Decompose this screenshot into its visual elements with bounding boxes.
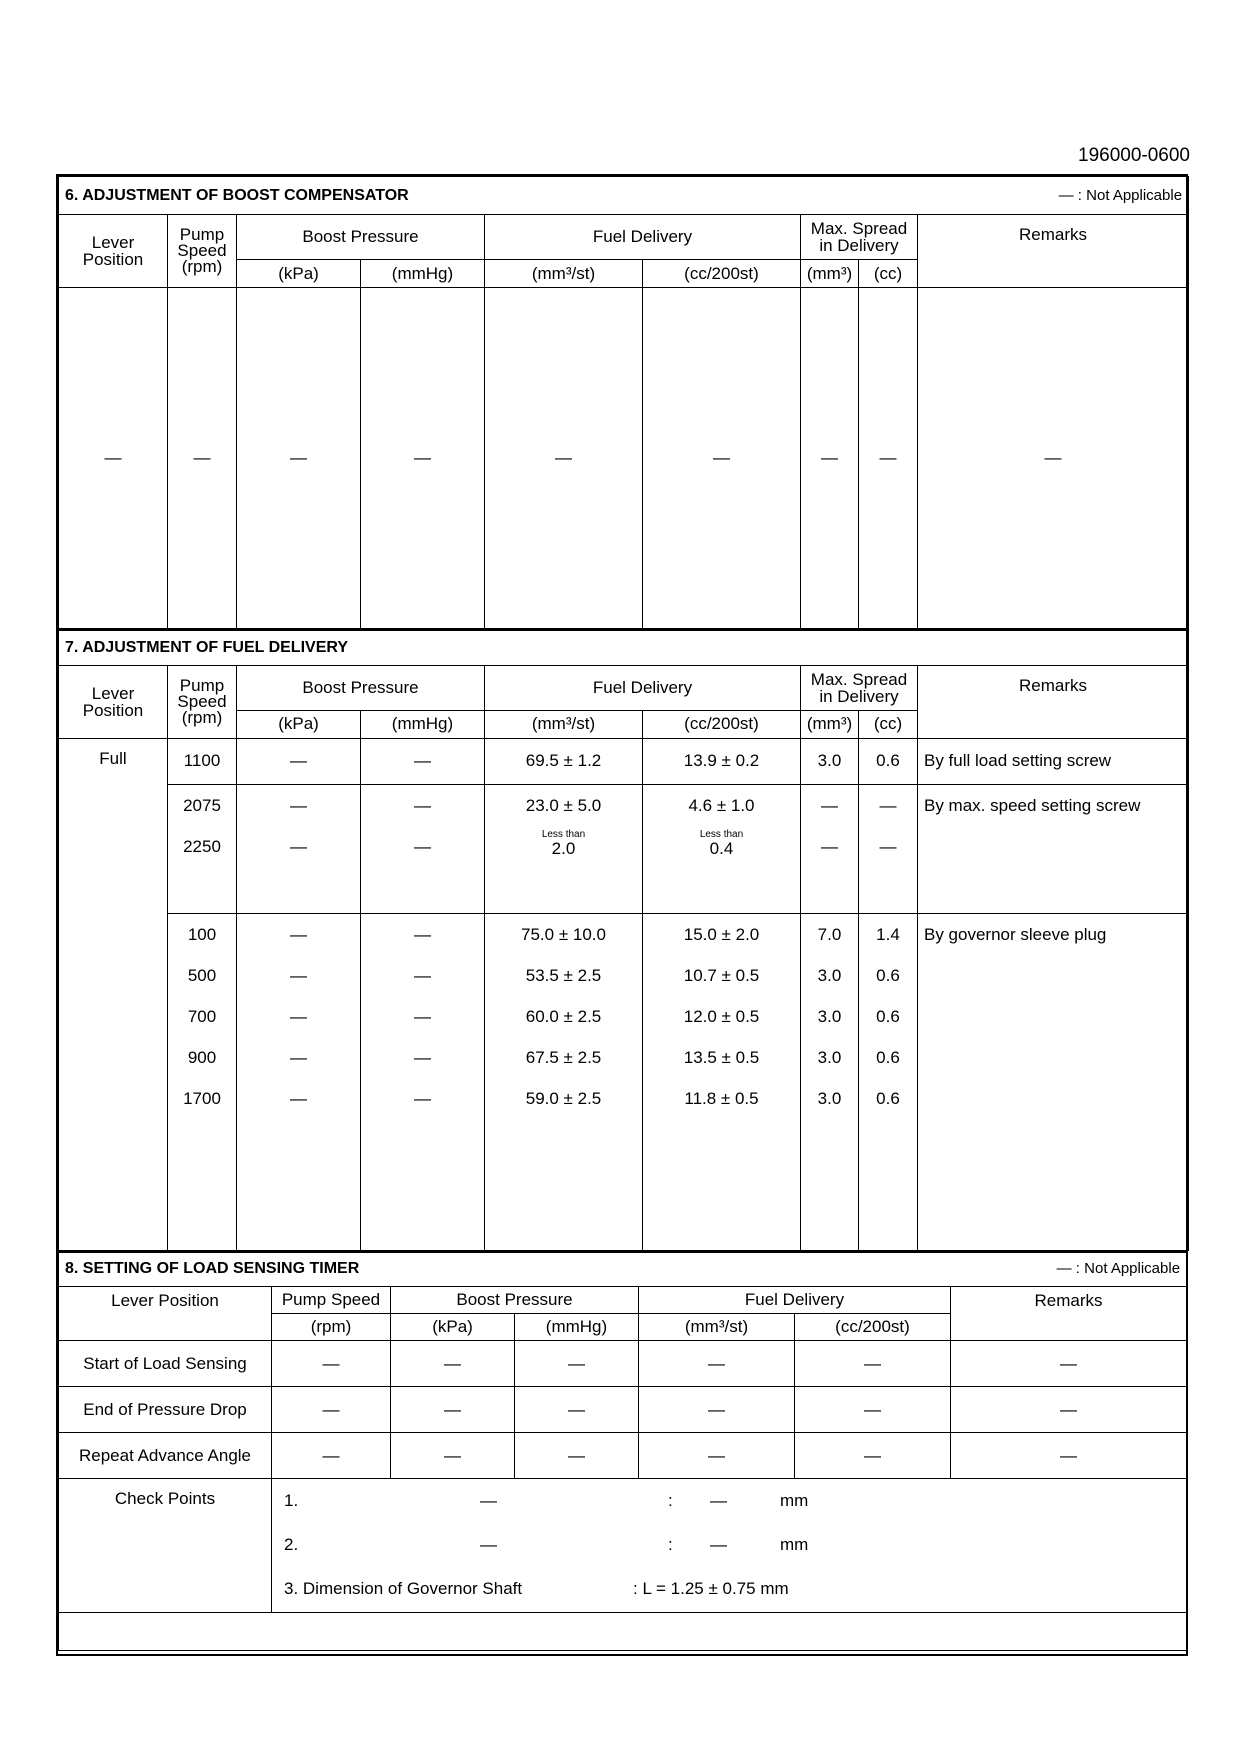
boost-mmhg-cell <box>361 784 485 913</box>
boost-mmhg: — <box>414 795 431 815</box>
fuel-cc: 4.6 ± 1.0 <box>688 795 755 815</box>
spread-cc: 0.6 <box>876 1006 900 1026</box>
header-pump-speed: Pump Speed (rpm) <box>168 665 237 738</box>
spread-cc: 0.6 <box>876 965 900 985</box>
boost-mmhg: — <box>414 836 431 856</box>
check-point-2 <box>284 1523 1184 1567</box>
pump-speed-cell <box>168 784 237 913</box>
cell-dash: — <box>918 288 1189 629</box>
fuel-cc: 11.8 ± 0.5 <box>684 1088 759 1108</box>
unit-rpm: (rpm) <box>272 1314 391 1341</box>
header-pump-speed: Pump Speed (rpm) <box>168 215 237 288</box>
pump-speed: 1100 <box>168 738 237 784</box>
header-max-spread: Max. Spread in Delivery <box>801 215 918 260</box>
fuel-cc: 10.7 ± 0.5 <box>683 965 760 985</box>
lever-position-full: Full <box>59 738 168 1250</box>
remarks: By full load setting screw <box>918 738 1189 784</box>
boost-kpa: — <box>290 924 307 944</box>
unit-kpa: (kPa) <box>237 260 361 288</box>
section-6-table <box>58 176 1189 629</box>
unit-mm3-st: (mm³/st) <box>639 1314 795 1341</box>
cell-dash: — <box>237 288 361 629</box>
fuel-cc: 0.4 <box>709 838 734 858</box>
check-dimension: : L = 1.25 ± 0.75 mm <box>633 1579 789 1598</box>
pump-speed-cell <box>168 913 237 1250</box>
header-pump-speed: Pump Speed <box>272 1287 391 1314</box>
header-remarks: Remarks <box>918 665 1189 738</box>
spread-mm3: — <box>821 836 838 856</box>
cell-dash: — <box>951 1387 1187 1433</box>
less-than-note: Less than <box>699 828 744 840</box>
unit-cc: (cc) <box>859 260 918 288</box>
cell-dash: — <box>361 288 485 629</box>
boost-kpa: — <box>290 965 307 985</box>
cell-dash: — <box>951 1433 1187 1479</box>
spread-cc: — <box>879 795 897 815</box>
boost-kpa: — <box>290 1006 307 1026</box>
fuel-cc-less-than <box>645 826 798 867</box>
unit-kpa: (kPa) <box>391 1314 515 1341</box>
pump-speed: 500 <box>187 965 217 985</box>
fuel-mm3-cell <box>485 784 643 913</box>
unit-cc-200st: (cc/200st) <box>795 1314 951 1341</box>
not-applicable-note: — : Not Applicable <box>1058 186 1183 204</box>
pump-speed: 900 <box>187 1047 217 1067</box>
unit-cc-200st: (cc/200st) <box>643 710 801 738</box>
header-lever-position: Lever Position <box>59 665 168 738</box>
spread-mm3: 3.0 <box>801 738 859 784</box>
fuel-cc: 13.9 ± 0.2 <box>643 738 801 784</box>
check-point-3 <box>284 1567 1184 1611</box>
check-points-list <box>272 1479 1187 1613</box>
unit-mmhg: (mmHg) <box>361 260 485 288</box>
less-than-note: Less than <box>541 828 586 840</box>
boost-kpa-cell <box>237 913 361 1250</box>
cell-dash: — <box>795 1341 951 1387</box>
fuel-cc: 13.5 ± 0.5 <box>683 1047 760 1067</box>
check-number: 1. <box>284 1491 299 1510</box>
check-point-1 <box>284 1479 1184 1523</box>
boost-kpa-cell <box>237 784 361 913</box>
spread-cc: 0.6 <box>876 1088 900 1108</box>
pump-speed: 2075 <box>183 795 221 815</box>
pump-speed: 1700 <box>183 1088 221 1108</box>
fuel-cc: 15.0 ± 2.0 <box>683 924 760 944</box>
cell-dash: — <box>795 1433 951 1479</box>
spread-mm3: 3.0 <box>817 1006 842 1026</box>
check-value: — <box>480 1535 497 1554</box>
boost-mmhg: — <box>361 738 485 784</box>
unit-cc-200st: (cc/200st) <box>643 260 801 288</box>
boost-kpa: — <box>237 738 361 784</box>
row-label: End of Pressure Drop <box>59 1387 272 1433</box>
fuel-cc: 12.0 ± 0.5 <box>683 1006 760 1026</box>
spread-cc: 0.6 <box>859 738 918 784</box>
pump-speed: 100 <box>187 924 217 944</box>
fuel-mm3-cell <box>485 913 643 1250</box>
spread-mm3: 3.0 <box>817 965 842 985</box>
spread-mm3: 3.0 <box>817 1088 842 1108</box>
header-fuel-delivery: Fuel Delivery <box>485 665 801 710</box>
check-dimension: — <box>710 1535 727 1554</box>
header-remarks: Remarks <box>951 1287 1187 1341</box>
remarks: By max. speed setting screw <box>924 795 1141 815</box>
remarks-cell <box>918 784 1189 913</box>
cell-dash: — <box>515 1341 639 1387</box>
check-dimension: — <box>710 1491 727 1510</box>
cell-dash: — <box>639 1433 795 1479</box>
boost-mmhg-cell <box>361 913 485 1250</box>
check-colon: : <box>668 1535 673 1554</box>
fuel-mm3: 60.0 ± 2.5 <box>525 1006 602 1026</box>
check-unit: mm <box>780 1491 809 1510</box>
cell-dash: — <box>639 1387 795 1433</box>
cell-dash: — <box>391 1433 515 1479</box>
cell-dash: — <box>515 1387 639 1433</box>
boost-kpa: — <box>290 836 307 856</box>
fuel-cc-cell <box>643 913 801 1250</box>
cell-dash: — <box>272 1387 391 1433</box>
header-boost-pressure: Boost Pressure <box>391 1287 639 1314</box>
spread-cc: — <box>879 836 897 856</box>
section-8-title: 8. SETTING OF LOAD SENSING TIMER — : Not Applicable <box>59 1252 1187 1287</box>
header-fuel-delivery: Fuel Delivery <box>639 1287 951 1314</box>
boost-kpa: — <box>290 795 307 815</box>
boost-kpa: — <box>290 1088 307 1108</box>
unit-cc: (cc) <box>859 710 918 738</box>
cell-dash: — <box>801 288 859 629</box>
unit-mm3: (mm³) <box>801 260 859 288</box>
spread-mm3: 3.0 <box>817 1047 842 1067</box>
boost-mmhg: — <box>414 1088 431 1108</box>
boost-mmhg: — <box>414 965 431 985</box>
cell-dash: — <box>951 1341 1187 1387</box>
spread-mm3-cell <box>801 913 859 1250</box>
check-points-label: Check Points <box>59 1479 272 1613</box>
remarks: By governor sleeve plug <box>924 924 1107 944</box>
fuel-mm3-less-than <box>487 826 640 867</box>
cell-dash: — <box>515 1433 639 1479</box>
header-max-spread: Max. Spread in Delivery <box>801 665 918 710</box>
row-label: Repeat Advance Angle <box>59 1433 272 1479</box>
document-id: 196000-0600 <box>1078 145 1190 166</box>
section-6-title: 6. ADJUSTMENT OF BOOST COMPENSATOR — : Not Applicable <box>59 177 1189 215</box>
row-label: Start of Load Sensing <box>59 1341 272 1387</box>
cell-dash: — <box>391 1387 515 1433</box>
fuel-mm3: 53.5 ± 2.5 <box>525 965 602 985</box>
header-boost-pressure: Boost Pressure <box>237 215 485 260</box>
check-description: 3. Dimension of Governor Shaft <box>284 1579 523 1598</box>
spread-cc: 1.4 <box>876 924 900 944</box>
unit-mm3: (mm³) <box>801 710 859 738</box>
header-lever-position: Lever Position <box>59 1287 272 1341</box>
check-number: 2. <box>284 1535 299 1554</box>
fuel-mm3: 75.0 ± 10.0 <box>521 924 606 944</box>
fuel-mm3: 2.0 <box>551 838 576 858</box>
spread-mm3: 7.0 <box>817 924 842 944</box>
cell-dash: — <box>643 288 801 629</box>
not-applicable-note: — : Not Applicable <box>1056 1260 1181 1278</box>
specification-sheet <box>56 174 1188 1656</box>
spread-mm3-cell <box>801 784 859 913</box>
check-value: — <box>480 1491 497 1510</box>
header-boost-pressure: Boost Pressure <box>237 665 485 710</box>
boost-mmhg: — <box>414 1006 431 1026</box>
header-fuel-delivery: Fuel Delivery <box>485 215 801 260</box>
boost-mmhg: — <box>414 924 431 944</box>
fuel-mm3: 59.0 ± 2.5 <box>525 1088 602 1108</box>
spread-cc-cell <box>859 913 918 1250</box>
boost-kpa: — <box>290 1047 307 1067</box>
cell-dash: — <box>485 288 643 629</box>
unit-mmhg: (mmHg) <box>515 1314 639 1341</box>
header-lever-position: Lever Position <box>59 215 168 288</box>
spread-mm3: — <box>821 795 838 815</box>
section-8-table <box>58 1251 1187 1652</box>
fuel-mm3: 69.5 ± 1.2 <box>485 738 643 784</box>
pump-speed: 2250 <box>183 836 221 856</box>
fuel-cc-cell <box>643 784 801 913</box>
fuel-mm3: 23.0 ± 5.0 <box>525 795 602 815</box>
fuel-mm3: 67.5 ± 2.5 <box>525 1047 602 1067</box>
check-colon: : <box>668 1491 673 1510</box>
spread-cc: 0.6 <box>876 1047 900 1067</box>
check-unit: mm <box>780 1535 809 1554</box>
cell-dash: — <box>391 1341 515 1387</box>
header-remarks: Remarks <box>918 215 1189 288</box>
unit-mm3-st: (mm³/st) <box>485 260 643 288</box>
section-7-title: 7. ADJUSTMENT OF FUEL DELIVERY <box>59 630 1189 665</box>
blank-footer-row <box>59 1613 1187 1651</box>
cell-dash: — <box>272 1341 391 1387</box>
cell-dash: — <box>168 288 237 629</box>
unit-mmhg: (mmHg) <box>361 710 485 738</box>
cell-dash: — <box>272 1433 391 1479</box>
spread-cc-cell <box>859 784 918 913</box>
unit-mm3-st: (mm³/st) <box>485 710 643 738</box>
unit-kpa: (kPa) <box>237 710 361 738</box>
cell-dash: — <box>639 1341 795 1387</box>
cell-dash: — <box>59 288 168 629</box>
pump-speed: 700 <box>187 1006 217 1026</box>
section-7-table <box>58 629 1189 1251</box>
cell-dash: — <box>795 1387 951 1433</box>
boost-mmhg: — <box>414 1047 431 1067</box>
remarks-cell <box>918 913 1189 1250</box>
cell-dash: — <box>859 288 918 629</box>
